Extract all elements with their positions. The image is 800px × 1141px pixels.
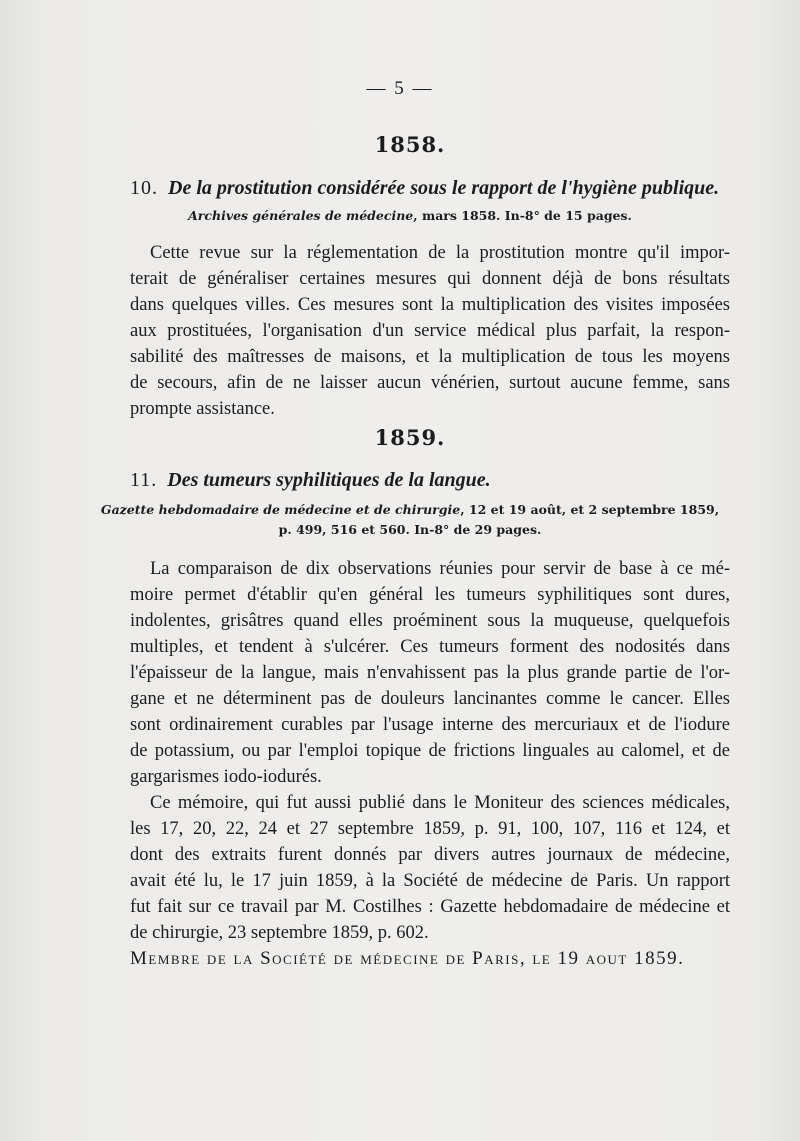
text-line: dans quelques villes. Ces mesures sont la multiplication des visites imposées xyxy=(130,295,730,315)
text-line: Cette revue sur la réglementation de la prostitution montre qu'il impor- xyxy=(150,243,730,263)
paragraph-1859-a xyxy=(130,556,730,790)
text-line: dont des extraits furent donnés par divers autres journaux de médecine, xyxy=(130,845,730,865)
text-line: fut fait sur ce travail par M. Costilhes : Gazette hebdomadaire de médecine et xyxy=(130,897,730,917)
entry-number: 11. xyxy=(130,469,158,491)
paragraph-1859-b xyxy=(130,790,730,946)
year-heading-1859: 1859. xyxy=(374,425,446,450)
text-line: gargarismes iodo-iodurés. xyxy=(130,767,322,787)
entry-title-text: De la prostitution considérée sous le rapport de l'hygiène publique. xyxy=(168,177,720,199)
text-line: aux prostituées, l'organisation d'un service médical plus parfait, la respon- xyxy=(130,321,730,341)
source-citation xyxy=(0,208,800,223)
text-line: La comparaison de dix observations réunies pour servir de base à ce mé- xyxy=(150,559,730,579)
paragraph-1858 xyxy=(130,240,730,422)
text-line: gane et ne déterminent pas de douleurs lancinantes comme le cancer. Elles xyxy=(130,689,730,709)
source-line: Archives générales de médecine, mars 1858. In-8° de 15 pages. xyxy=(188,208,632,223)
entry-number: 10. xyxy=(130,177,158,199)
text-line: les 17, 20, 22, 24 et 27 septembre 1859, p. 91, 100, 107, 116 et 124, et xyxy=(130,819,730,839)
entry-title-text: Des tumeurs syphilitiques de la langue. xyxy=(167,469,491,491)
text-line: avait été lu, le 17 juin 1859, à la Société de médecine de Paris. Un rapport xyxy=(130,871,730,891)
entry-title-10 xyxy=(130,177,750,200)
text-line: de secours, afin de ne laisser aucun vénérien, surtout aucune femme, sans xyxy=(130,373,730,393)
text-line: multiples, et tendent à s'ulcérer. Ces tumeurs forment des nodosités dans xyxy=(130,637,730,657)
text-line: terait de généraliser certaines mesures qui donnent déjà de bons résultats xyxy=(130,269,730,289)
page-number: — 5 — xyxy=(366,78,434,99)
membership-note: Membre de la Société de médecine de Paris, le 19 aout 1859. xyxy=(130,948,685,969)
source-line: Gazette hebdomadaire de médecine et de chirurgie, 12 et 19 août, et 2 septembre 1859, xyxy=(100,502,720,517)
text-line: sabilité des maîtresses de maisons, et la multiplication de tous les moyens xyxy=(130,347,730,367)
text-line: Ce mémoire, qui fut aussi publié dans le Moniteur des sciences médicales, xyxy=(150,793,730,813)
text-line: de chirurgie, 23 septembre 1859, p. 602. xyxy=(130,923,429,943)
text-line: indolentes, grisâtres quand elles proéminent sous la muqueuse, quelquefois xyxy=(130,611,730,631)
year-heading-1858: 1858. xyxy=(374,132,446,157)
text-line: l'épaisseur de la langue, mais n'envahissent pas la plus grande partie de l'or- xyxy=(130,663,730,683)
text-line: moire permet d'établir qu'en général les tumeurs syphilitiques sont dures, xyxy=(130,585,730,605)
text-line: sont ordinairement curables par l'usage interne des mercuriaux et de l'iodure xyxy=(130,715,730,735)
entry-title-11 xyxy=(130,469,750,492)
source-line: p. 499, 516 et 560. In-8° de 29 pages. xyxy=(278,522,542,537)
source-citation-cont xyxy=(0,522,800,537)
text-line: prompte assistance. xyxy=(130,399,275,419)
text-line: de potassium, ou par l'emploi topique de frictions linguales au calomel, et de xyxy=(130,741,730,761)
source-citation xyxy=(0,502,800,517)
